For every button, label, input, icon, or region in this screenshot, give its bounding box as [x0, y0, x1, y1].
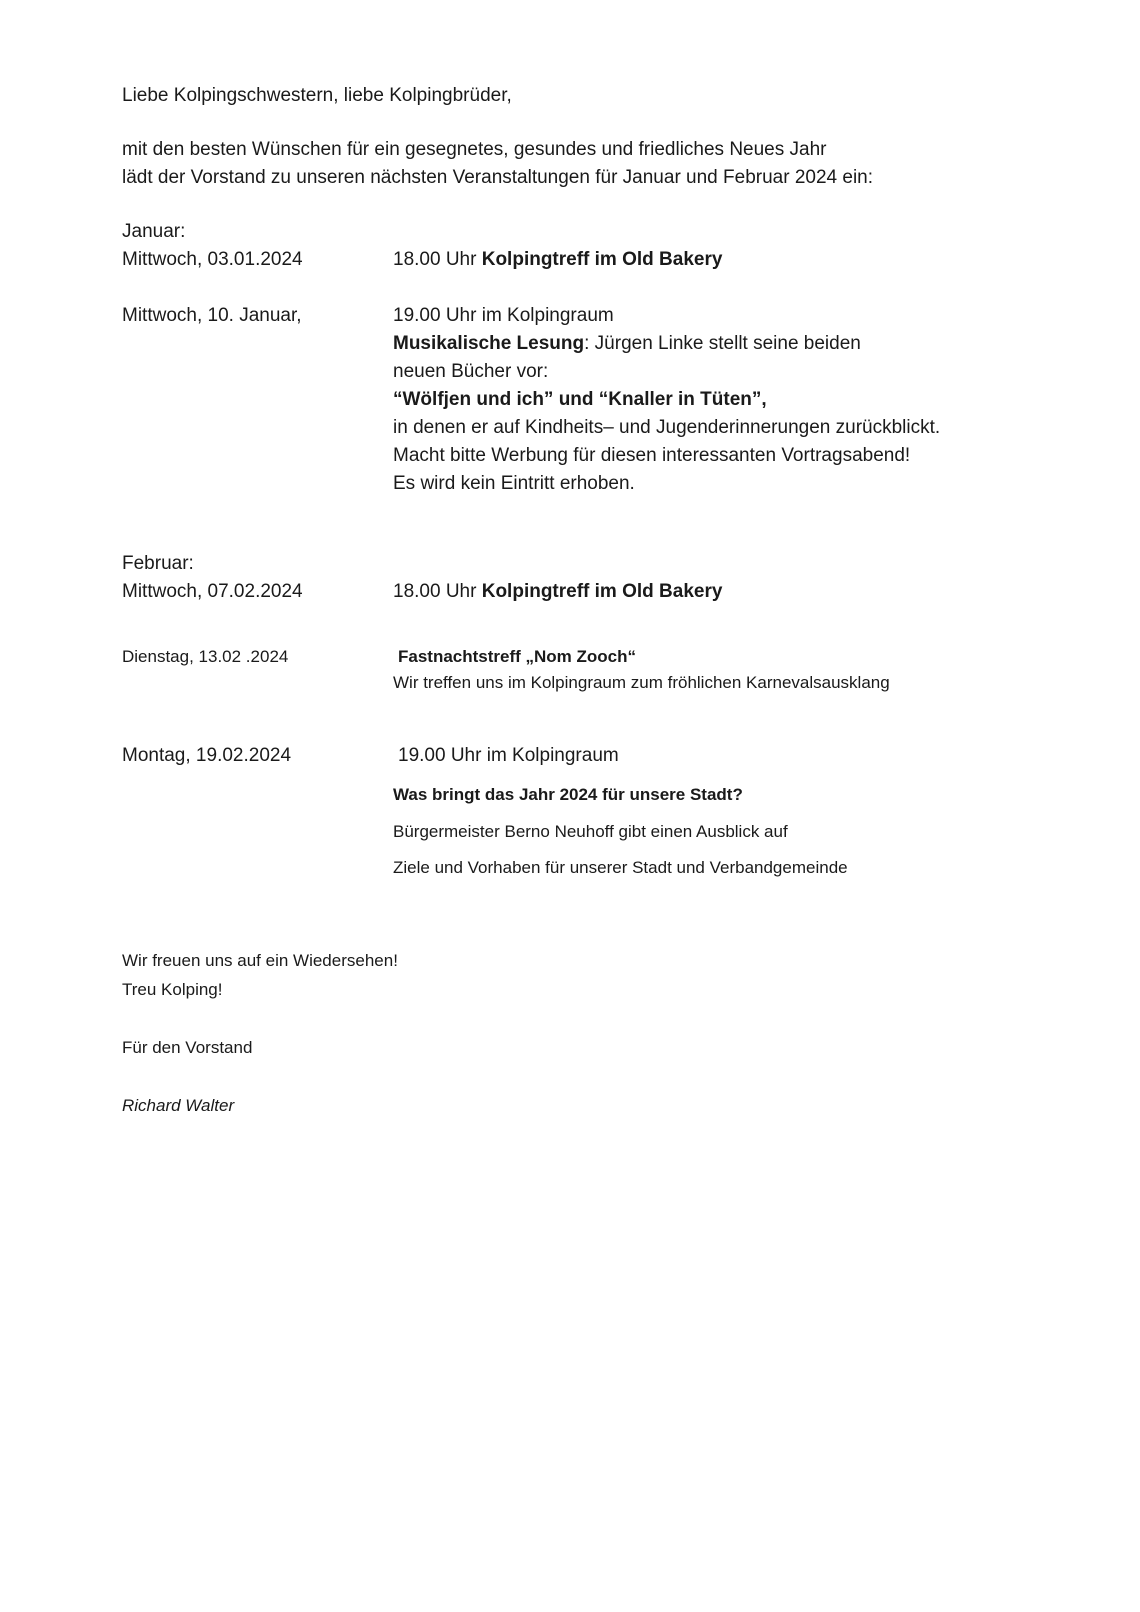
event-title — [398, 643, 636, 671]
event-date: Mittwoch, 07.02.2024 — [122, 581, 303, 602]
event-description — [393, 246, 722, 274]
event-date: Mittwoch, 10. Januar, — [122, 305, 302, 326]
februar-heading: Februar: — [122, 553, 194, 574]
event-time: 18.00 Uhr — [393, 581, 482, 602]
intro-line-2: lädt der Vorstand zu unseren nächsten Veranstaltungen für Januar und Februar 2024 ein: — [122, 167, 874, 188]
event-text: Es wird kein Eintritt erhoben. — [393, 473, 635, 494]
event-title-text: Was bringt das Jahr 2024 für unsere Stadt? — [393, 785, 743, 804]
event-text: Macht bitte Werbung für diesen interessanten Vortragsabend! — [393, 445, 911, 466]
event-title-text: Fastnachtstreff „Nom Zooch“ — [398, 647, 637, 666]
event-text: Bürgermeister Berno Neuhoff gibt einen Ausblick auf — [393, 822, 788, 841]
event-description — [393, 330, 861, 358]
event-date: Montag, 19.02.2024 — [122, 745, 292, 766]
event-description — [393, 578, 722, 606]
januar-heading: Januar: — [122, 221, 186, 242]
event-title: Kolpingtreff im Old Bakery — [481, 581, 723, 602]
closing-line-3: Für den Vorstand — [122, 1038, 253, 1057]
event-date: Mittwoch, 03.01.2024 — [122, 249, 303, 270]
event-title: Kolpingtreff im Old Bakery — [481, 249, 723, 270]
event-text: : Jürgen Linke stellt seine beiden — [584, 333, 861, 354]
book-titles: “Wölfjen und ich” und “Knaller in Tüten”, — [393, 389, 767, 410]
event-title — [393, 781, 743, 809]
event-text: in denen er auf Kindheits– und Jugenderinnerungen zurückblickt. — [393, 417, 941, 438]
event-time: 18.00 Uhr — [393, 249, 482, 270]
event-text: Ziele und Vorhaben für unserer Stadt und Verbandgemeinde — [393, 858, 848, 877]
closing-line-2: Treu Kolping! — [122, 980, 223, 999]
event-books — [393, 386, 767, 414]
closing-line-1: Wir freuen uns auf ein Wiedersehen! — [122, 951, 398, 970]
signature-name: Richard Walter — [122, 1096, 235, 1115]
signature — [122, 1092, 234, 1120]
greeting: Liebe Kolpingschwestern, liebe Kolpingbrüder, — [122, 85, 512, 106]
event-time: 19.00 Uhr im Kolpingraum — [398, 745, 619, 766]
event-time: 19.00 Uhr im Kolpingraum — [393, 305, 614, 326]
event-text: Wir treffen uns im Kolpingraum zum fröhlichen Karnevalsausklang — [393, 673, 890, 692]
intro-line-1: mit den besten Wünschen für ein gesegnetes, gesundes und friedliches Neues Jahr — [122, 139, 827, 160]
event-date: Dienstag, 13.02 .2024 — [122, 647, 289, 666]
event-title: Musikalische Lesung — [393, 333, 585, 354]
event-text: neuen Bücher vor: — [393, 361, 549, 382]
